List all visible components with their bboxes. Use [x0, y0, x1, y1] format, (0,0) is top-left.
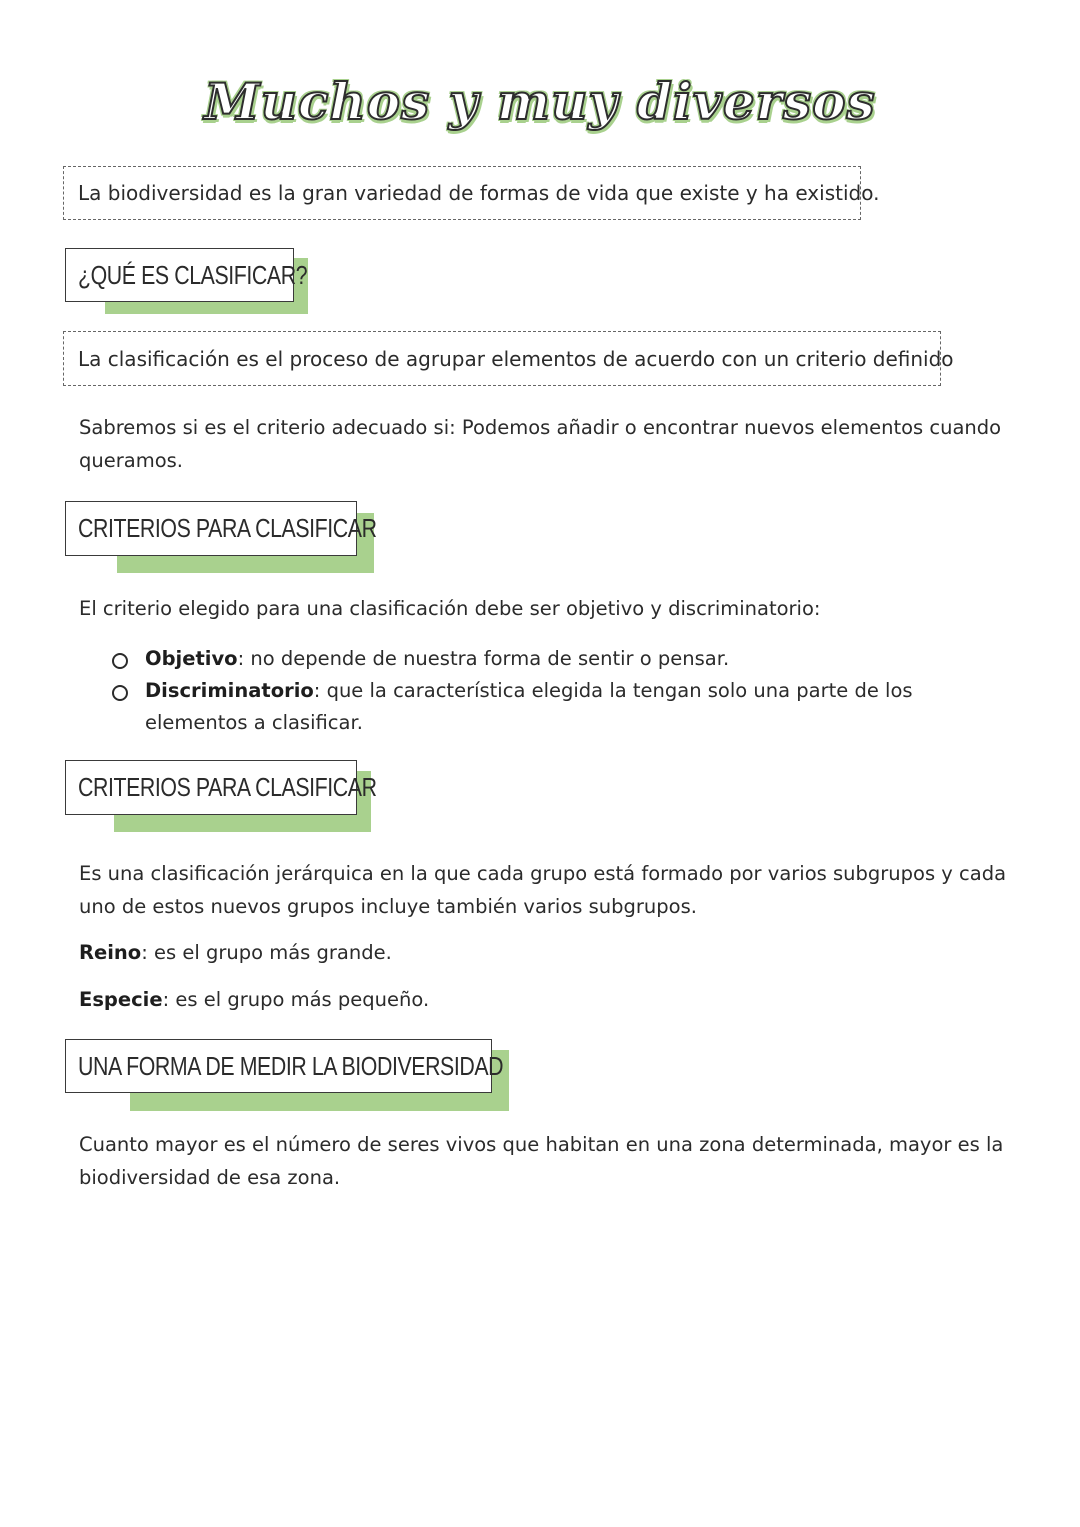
especie-text: : es el grupo más pequeño.	[162, 988, 430, 1011]
bullet-term: Discriminatorio	[145, 679, 314, 702]
bullet-text: : no depende de nuestra forma de sentir o pensar.	[237, 647, 730, 670]
page-title: Muchos y muy diversos	[204, 72, 876, 131]
bullet-term: Objetivo	[145, 647, 238, 670]
especie-term: Especie	[79, 988, 163, 1011]
intro-definition-text: La biodiversidad es la gran variedad de formas de vida que existe y ha existido.	[78, 181, 880, 205]
list-item	[112, 675, 1012, 739]
criterio-adecuado-paragraph: Sabremos si es el criterio adecuado si: Podemos añadir o encontrar nuevos elementos cuando queramos.	[79, 416, 1002, 472]
reino-line	[79, 936, 1009, 969]
reino-term: Reino	[79, 941, 142, 964]
heading-label: CRITERIOS PARA CLASIFICAR	[78, 513, 377, 543]
heading-box	[65, 501, 377, 556]
heading-label: ¿QUÉ ES CLASIFICAR?	[78, 259, 308, 290]
heading-box	[65, 248, 308, 302]
bullet-icon	[112, 653, 128, 669]
heading-label: CRITERIOS PARA CLASIFICAR	[78, 772, 377, 802]
intro-definition-box	[63, 166, 880, 220]
reino-text: : es el grupo más grande.	[141, 941, 392, 964]
bullet-text: : que la característica elegida la tengan solo una parte de los elementos a clasificar.	[145, 679, 913, 734]
especie-line	[79, 983, 1009, 1016]
criterio-paragraph: El criterio elegido para una clasificación debe ser objetivo y discriminatorio:	[79, 597, 821, 620]
classification-definition-text: La clasificación es el proceso de agrupar elementos de acuerdo con un criterio definido	[78, 346, 954, 371]
classification-definition-box	[63, 331, 954, 386]
heading-box	[65, 760, 377, 815]
heading-box	[65, 1039, 504, 1093]
heading-label: UNA FORMA DE MEDIR LA BIODIVERSIDAD	[78, 1050, 504, 1081]
criteria-list	[112, 643, 1012, 739]
medir-paragraph: Cuanto mayor es el número de seres vivos que habitan en una zona determinada, mayor es la biodiversidad de esa zona.	[79, 1133, 1004, 1189]
jerarquica-paragraph: Es una clasificación jerárquica en la que cada grupo está formado por varios subgrupos y cada uno de estos nuevos grupos incluye también varios subgrupos.	[79, 862, 1007, 918]
list-item	[112, 643, 1012, 675]
bullet-icon	[112, 685, 128, 701]
